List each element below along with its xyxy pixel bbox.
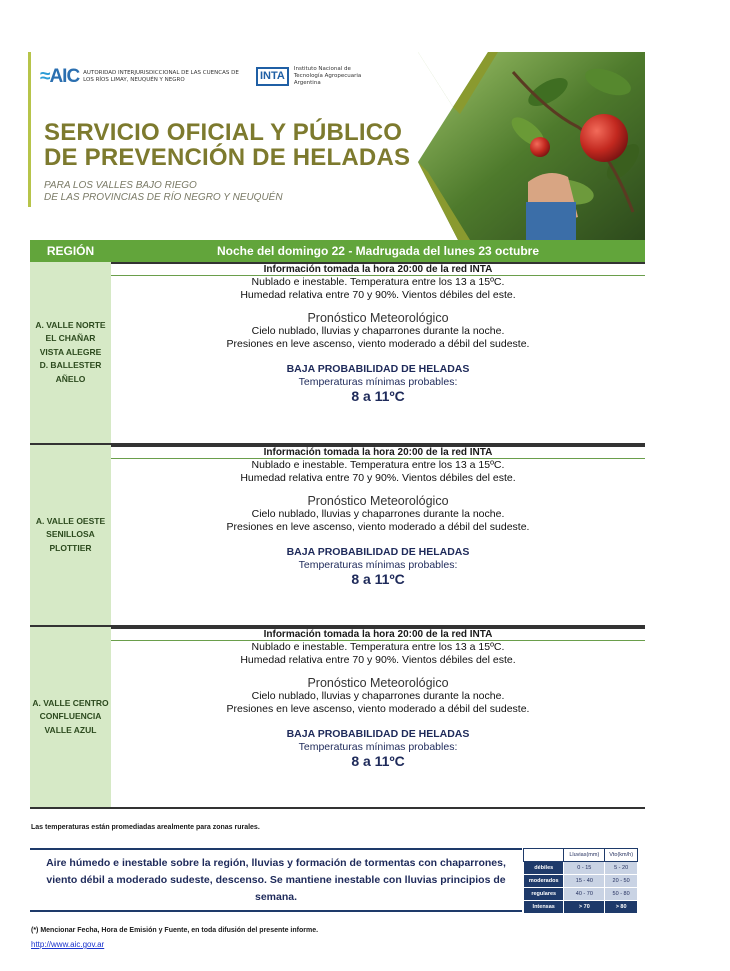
column-header-region: REGIÓN: [30, 240, 111, 262]
column-header-period: Noche del domingo 22 - Madrugada del lunes 23 octubre: [111, 240, 645, 262]
legend-wind-range: 5 - 20: [605, 862, 638, 875]
legend-rain-range: > 70: [564, 901, 605, 914]
inta-logo: [256, 66, 374, 87]
info-source-heading: Información tomada la hora 20:00 de la red INTA: [111, 262, 645, 276]
frost-probability: BAJA PROBABILIDAD DE HELADAS: [286, 546, 470, 558]
forecast-title: Pronóstico Meteorológico: [307, 494, 449, 508]
frost-forecast-table: [30, 240, 645, 809]
min-temp-value: 8 a 11ºC: [351, 753, 405, 769]
info-source-heading: Información tomada la hora 20:00 de la red INTA: [111, 627, 645, 641]
intensity-legend-table: [523, 848, 638, 914]
page-title: SERVICIO OFICIAL Y PÚBLICO DE PREVENCIÓN DE HELADAS: [44, 119, 411, 171]
min-temp-label: Temperaturas mínimas probables:: [298, 740, 458, 753]
aic-website-link[interactable]: http://www.aic.gov.ar: [31, 940, 105, 949]
aic-logo: [40, 66, 243, 88]
forecast-text: Cielo nublado, lluvias y chaparrones durante la noche. Presiones en leve ascenso, viento moderado a débil del sudeste.: [226, 690, 530, 715]
apple-photo-illustration: [418, 52, 645, 240]
legend-rain-range: 40 - 70: [564, 888, 605, 901]
legend-corner: [524, 849, 564, 862]
forecast-text: Cielo nublado, lluvias y chaparrones durante la noche. Presiones en leve ascenso, viento moderado a débil del sudeste.: [226, 325, 530, 350]
inta-logo-mark: INTA: [256, 67, 289, 86]
region-cell: A. VALLE OESTE SENILLOSA PLOTTIER: [30, 444, 111, 626]
region-row: [30, 262, 645, 444]
forecast-title: Pronóstico Meteorológico: [307, 311, 449, 325]
aic-org-name: AUTORIDAD INTERJURISDICCIONAL DE LAS CUENCAS DE LOS RÍOS LIMAY, NEUQUÉN Y NEGRO: [83, 70, 239, 83]
legend-header-wind: Vto(km/h): [605, 849, 638, 862]
legend-rain-range: 15 - 40: [564, 875, 605, 888]
min-temp-value: 8 a 11ºC: [351, 388, 405, 404]
min-temp-value: 8 a 11ºC: [351, 571, 405, 587]
forecast-cell: [111, 262, 645, 444]
legend-wind-range: 50 - 80: [605, 888, 638, 901]
inta-org-name: Instituto Nacional de Tecnología Agropecuaria Argentina: [293, 66, 362, 86]
forecast-title: Pronóstico Meteorológico: [307, 676, 449, 690]
min-temp-label: Temperaturas mínimas probables:: [298, 558, 458, 571]
page-subtitle: PARA LOS VALLES BAJO RIEGO DE LAS PROVINCIAS DE RÍO NEGRO Y NEUQUÉN: [44, 180, 283, 203]
info-source-heading: Información tomada la hora 20:00 de la red INTA: [111, 445, 645, 459]
averaging-note: Las temperaturas están promediadas arealmente para zonas rurales.: [31, 824, 260, 831]
legend-category: Intensas: [524, 901, 564, 914]
legend-wind-range: > 80: [605, 901, 638, 914]
region-cell: A. VALLE CENTRO CONFLUENCIA VALLE AZUL: [30, 626, 111, 808]
legend-category: moderados: [524, 875, 564, 888]
legend-header-rain: Lluvias(mm): [564, 849, 605, 862]
forecast-cell: [111, 626, 645, 808]
legend-category: regulares: [524, 888, 564, 901]
forecast-text: Cielo nublado, lluvias y chaparrones durante la noche. Presiones en leve ascenso, viento moderado a débil del sudeste.: [226, 508, 530, 533]
header-accent-bar: [28, 52, 31, 207]
region-cell: A. VALLE NORTE EL CHAÑAR VISTA ALEGRE D. BALLESTER AÑELO: [30, 262, 111, 444]
legend-rain-range: 0 - 15: [564, 862, 605, 875]
report-header: [28, 52, 645, 240]
source-mention-note: (*) Mencionar Fecha, Hora de Emisión y Fuente, en toda difusión del presente informe.: [31, 927, 319, 934]
observation-text: Nublado e inestable. Temperatura entre los 13 a 15ºC. Humedad relativa entre 70 y 90%. Vientos débiles del este.: [240, 276, 516, 301]
observation-text: Nublado e inestable. Temperatura entre los 13 a 15ºC. Humedad relativa entre 70 y 90%. Vientos débiles del este.: [240, 641, 516, 666]
forecast-cell: [111, 444, 645, 626]
aic-logo-mark: ≈AIC: [40, 66, 80, 87]
apple-tree-photo: [418, 52, 645, 240]
legend-category: débiles: [524, 862, 564, 875]
min-temp-label: Temperaturas mínimas probables:: [298, 375, 458, 388]
weather-summary: Aire húmedo e inestable sobre la región, lluvias y formación de tormentas con chaparrones, viento débil a moderado sudeste, descenso. Se mantiene inestable con lluvias principios de semana.: [30, 848, 522, 912]
observation-text: Nublado e inestable. Temperatura entre los 13 a 15ºC. Humedad relativa entre 70 y 90%. Vientos débiles del este.: [240, 459, 516, 484]
wave-icon: ≈: [40, 66, 50, 87]
frost-probability: BAJA PROBABILIDAD DE HELADAS: [286, 363, 470, 375]
legend-wind-range: 20 - 50: [605, 875, 638, 888]
region-row: [30, 626, 645, 808]
region-row: [30, 444, 645, 626]
frost-probability: BAJA PROBABILIDAD DE HELADAS: [286, 728, 470, 740]
